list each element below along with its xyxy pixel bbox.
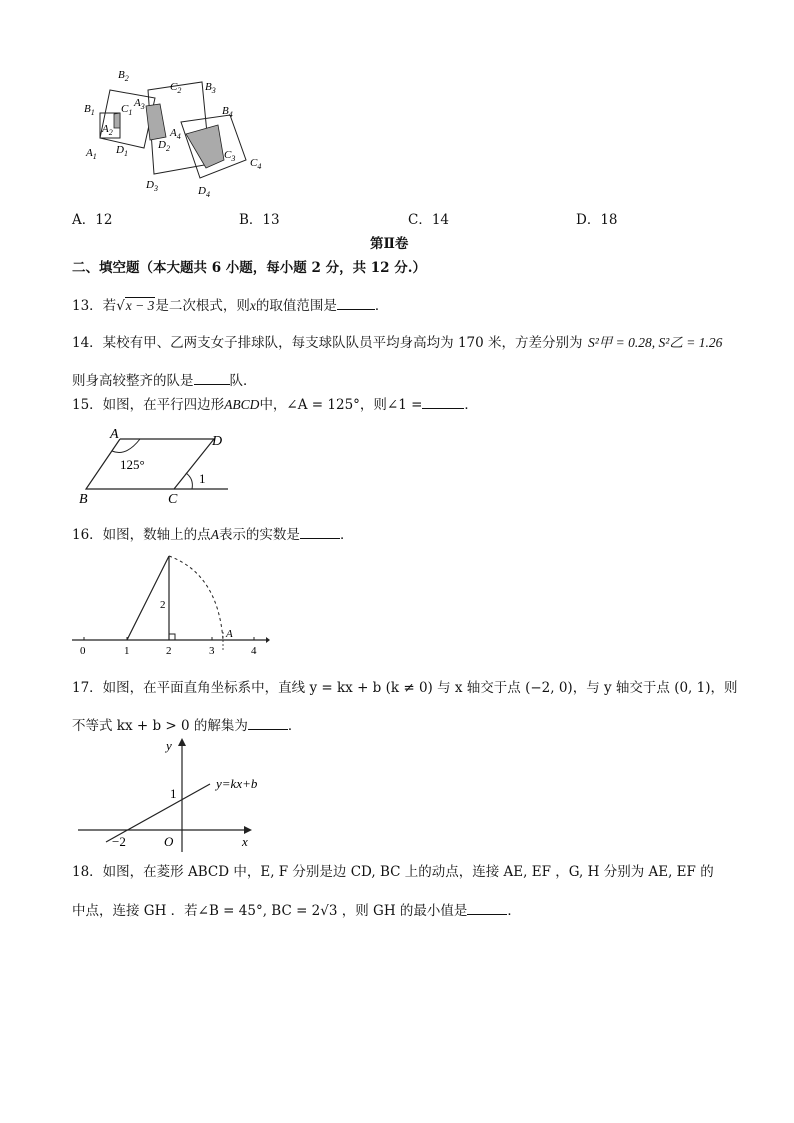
question-17-line2: 不等式 kx + b > 0 的解集为 ． (72, 715, 301, 735)
parallelogram-edges (86, 439, 214, 489)
label-A3: $A_3$ (134, 97, 145, 111)
fig16-point-a: A (226, 628, 233, 640)
y-axis-arrow (178, 738, 186, 746)
q13-radicand: x − 3 (125, 298, 155, 313)
label-C2: $C_2$ (170, 81, 182, 95)
shaded-region-2 (146, 104, 166, 140)
label-A4: $A_4$ (170, 127, 181, 141)
shaded-region-1 (114, 113, 120, 128)
question-14-line2: 则身高较整齐的队是 队． (72, 370, 257, 390)
option-b: B．13 (239, 212, 280, 228)
label-D3: $D_3$ (146, 179, 158, 193)
label-A1: $A_1$ (86, 147, 97, 161)
question-18-line2: 中点，连接 GH ．若∠B = 45°, BC = 2√3 ，则 GH 的最小值是 ． (72, 900, 521, 920)
label-C3: $C_3$ (224, 149, 236, 163)
section-title: 二、填空题（本大题共 6 小题，每小题 2 分，共 12 分.） (72, 260, 426, 276)
tick-1: 1 (124, 645, 130, 657)
label-C1: $C_1$ (121, 103, 133, 117)
label-B1: $B_1$ (84, 103, 95, 117)
q14-answer-blank[interactable] (194, 370, 230, 385)
compass-arc (169, 556, 223, 640)
option-c: C．14 (408, 212, 450, 228)
question-14-formula: S²甲 = 0.28, S²乙 = 1.26 (588, 335, 723, 350)
parallelogram-figure (76, 425, 236, 507)
label-B2: $B_2$ (118, 69, 129, 83)
label-A2: $A_2$ (102, 123, 113, 137)
fig15-label-a: A (110, 427, 119, 442)
number-line-arrow (266, 637, 270, 643)
x-axis-arrow (244, 826, 252, 834)
label-B4: $B_4$ (222, 105, 233, 119)
fig15-label-c: C (168, 492, 178, 507)
option-d: D．18 (576, 212, 618, 228)
question-14-line1: 14．某校有甲、乙两支女子排球队，每支球队队员平均身高均为 170 米，方差分别为 (72, 335, 583, 351)
fig15-label-d: D (212, 434, 223, 449)
question-13: 13．若√x − 3是二次根式，则x的取值范围是 ． (72, 295, 388, 315)
fig15-angle-label: 125° (120, 457, 145, 472)
fig17-x-label: x (242, 834, 248, 849)
right-angle-mark (169, 634, 175, 640)
squares-figure (78, 60, 278, 202)
label-B3: $B_3$ (205, 81, 216, 95)
question-18-line1: 18．如图，在菱形 ABCD 中，E, F 分别是边 CD, BC 上的动点，连接 AE, EF ，G, H 分别为 AE, EF 的 (72, 864, 714, 880)
fig17-neg2-label: −2 (112, 834, 126, 849)
fig17-origin-label: O (164, 834, 174, 849)
label-D4: $D_4$ (198, 185, 210, 199)
q16-answer-blank[interactable] (300, 524, 340, 539)
number-line-figure (70, 552, 270, 658)
coordinate-figure (76, 738, 286, 856)
tick-4: 4 (251, 645, 257, 657)
angle-1-arc (186, 473, 192, 489)
q13-answer-blank[interactable] (337, 295, 375, 310)
question-15: 15．如图，在平行四边形ABCD中，∠A = 125°，则∠1 = ． (72, 394, 478, 414)
fig15-one-label: 1 (199, 471, 206, 486)
label-D1: $D_1$ (116, 144, 128, 158)
tick-2: 2 (166, 645, 172, 657)
question-17-line1: 17．如图，在平面直角坐标系中，直线 y = kx + b (k ≠ 0) 与 x 轴交于点 (−2, 0)，与 y 轴交于点 (0, 1)，则 (72, 680, 738, 696)
q17-answer-blank[interactable] (248, 715, 288, 730)
square-2 (100, 90, 155, 148)
label-D2: $D_2$ (158, 139, 170, 153)
fig17-line-label: y=kx+b (216, 776, 258, 791)
tick-3: 3 (209, 645, 215, 657)
fig16-height-label: 2 (160, 599, 166, 611)
fig17-y-label: y (166, 738, 172, 753)
fig17-one-label: 1 (170, 786, 177, 801)
triangle-hypotenuse (127, 556, 169, 640)
shaded-region-3 (186, 125, 224, 168)
option-a: A．12 (72, 212, 113, 228)
volume-title: 第Ⅱ卷 (370, 236, 409, 252)
q18-answer-blank[interactable] (467, 900, 507, 915)
question-16: 16．如图，数轴上的点A表示的实数是 ． (72, 524, 353, 544)
q15-answer-blank[interactable] (422, 394, 464, 409)
fig15-label-b: B (79, 492, 88, 507)
tick-0: 0 (80, 645, 86, 657)
label-C4: $C_4$ (250, 157, 262, 171)
